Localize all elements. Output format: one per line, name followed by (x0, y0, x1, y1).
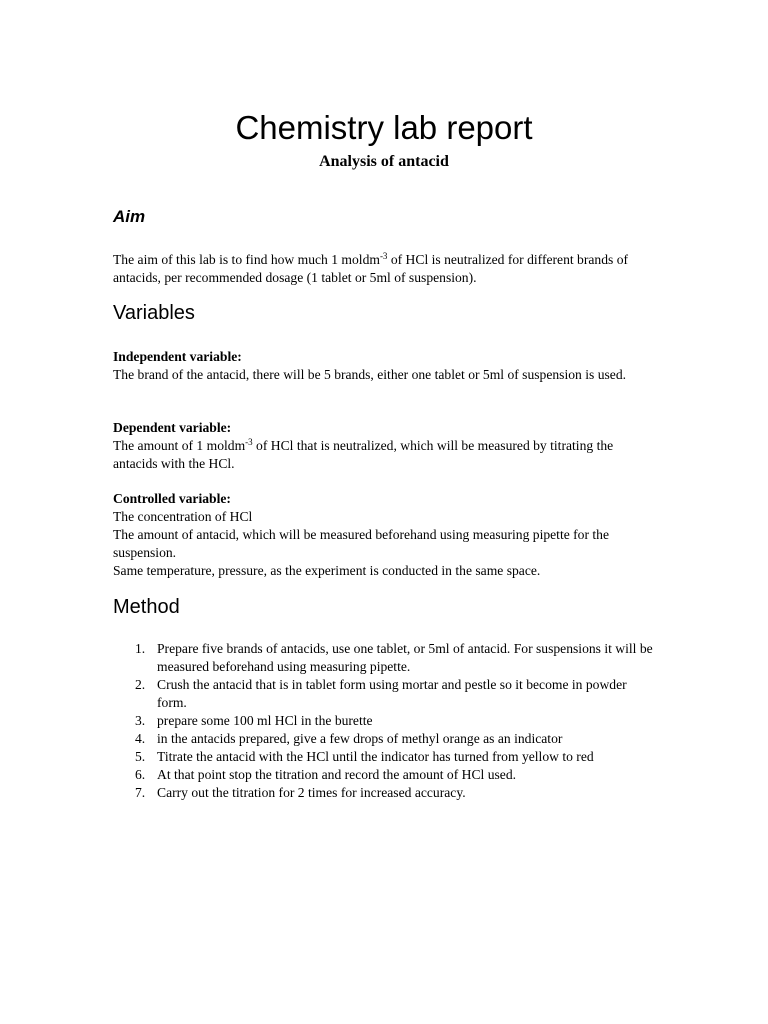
step-number: 6. (135, 767, 146, 782)
dependent-variable-text-before: The amount of 1 moldm (113, 438, 246, 453)
step-text: in the antacids prepared, give a few drops of methyl orange as an indicator (157, 731, 563, 746)
method-step (113, 730, 658, 748)
step-text: Crush the antacid that is in tablet form using mortar and pestle so it become in powder form. (157, 677, 627, 710)
independent-variable-label: Independent variable: (113, 349, 242, 364)
controlled-variable-line: The concentration of HCl (113, 509, 253, 524)
method-steps-list (113, 640, 658, 802)
controlled-variable-line: Same temperature, pressure, as the experiment is conducted in the same space. (113, 563, 541, 578)
method-step (113, 766, 658, 784)
step-number: 7. (135, 785, 146, 800)
method-step (113, 676, 658, 712)
aim-paragraph (113, 251, 653, 287)
method-step (113, 640, 658, 676)
page-subtitle: Analysis of antacid (319, 153, 449, 170)
step-text: prepare some 100 ml HCl in the burette (157, 713, 373, 728)
dependent-variable-label: Dependent variable: (113, 420, 232, 435)
step-text: Prepare five brands of antacids, use one tablet, or 5ml of antacid. For suspensions it will be measured beforehand using measuring pipette. (157, 641, 653, 674)
method-step (113, 784, 658, 802)
step-text: Carry out the titration for 2 times for increased accuracy. (157, 785, 466, 800)
step-number: 4. (135, 731, 146, 746)
method-heading: Method (113, 596, 180, 618)
step-number: 1. (135, 641, 146, 656)
dependent-variable-block (113, 419, 653, 473)
aim-text-before: The aim of this lab is to find how much 1 moldm (113, 252, 380, 267)
controlled-variable-line: The amount of antacid, which will be measured beforehand using measuring pipette for the suspension. (113, 527, 610, 560)
step-text: At that point stop the titration and record the amount of HCl used. (157, 767, 517, 782)
page-title: Chemistry lab report (235, 109, 533, 146)
controlled-variable-block (113, 490, 653, 580)
variables-heading: Variables (113, 302, 195, 324)
independent-variable-block (113, 348, 653, 384)
independent-variable-text: The brand of the antacid, there will be 5 brands, either one tablet or 5ml of suspension is used. (113, 367, 627, 382)
step-number: 2. (135, 677, 146, 692)
controlled-variable-label: Controlled variable: (113, 491, 231, 506)
aim-heading: Aim (113, 207, 146, 226)
aim-superscript: -3 (379, 251, 388, 261)
dependent-variable-text-after: of HCl that is neutralized, which will be measured by titrating the antacids with the HCl. (113, 438, 614, 471)
step-text: Titrate the antacid with the HCl until the indicator has turned from yellow to red (157, 749, 594, 764)
method-step (113, 712, 658, 730)
aim-text-after: of HCl is neutralized for different brands of antacids, per recommended dosage (1 tablet or 5ml of suspension). (113, 252, 629, 285)
dependent-variable-superscript: -3 (245, 437, 253, 447)
step-number: 5. (135, 749, 146, 764)
method-step (113, 748, 658, 766)
step-number: 3. (135, 713, 146, 728)
